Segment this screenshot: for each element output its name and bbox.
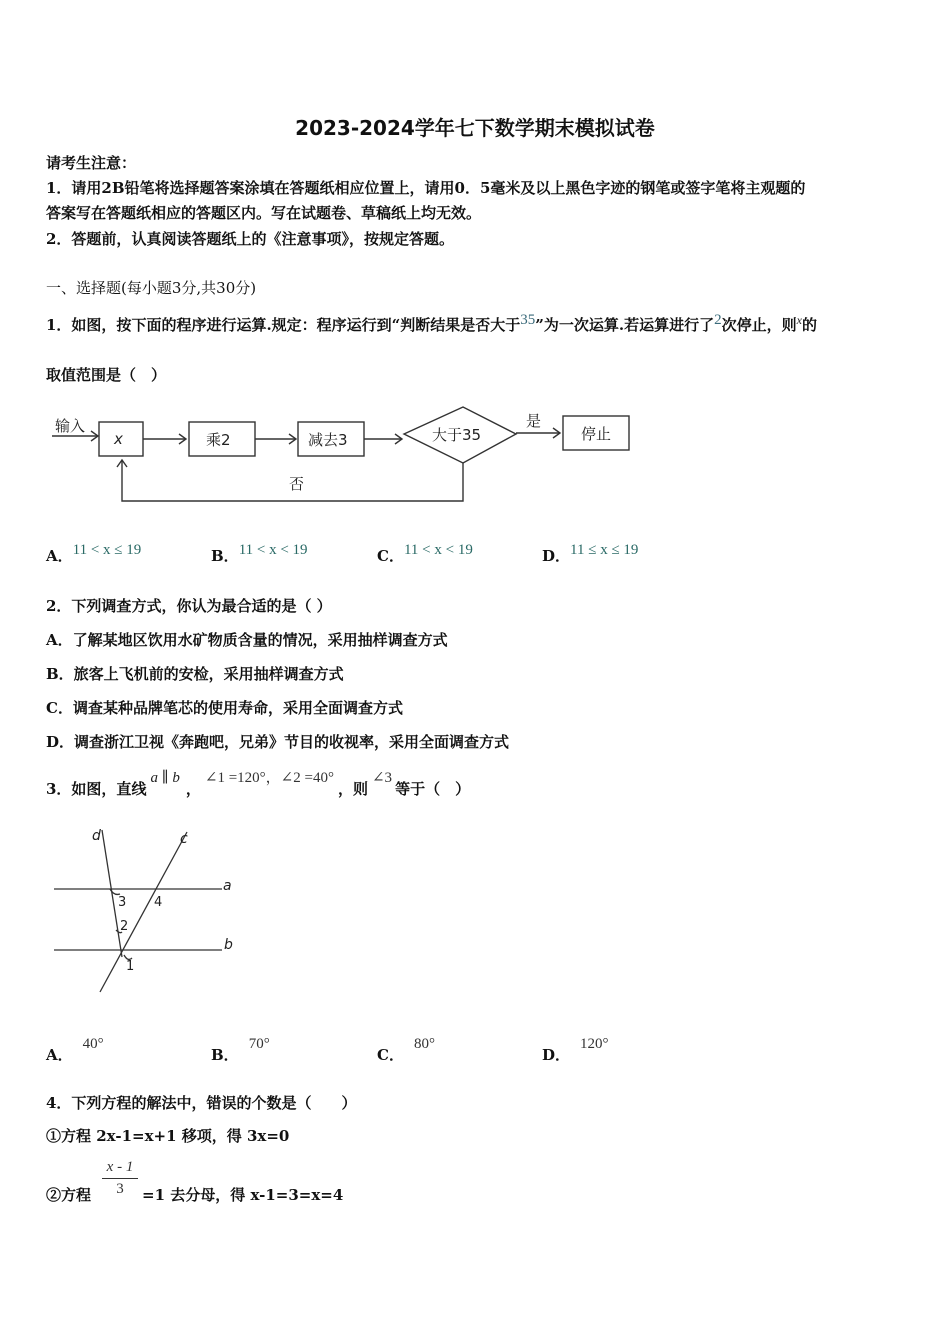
q2-option-a[interactable]: A．了解某地区饮用水矿物质含量的情况，采用抽样调查方式 <box>46 631 448 649</box>
q4-item-1: ①方程 2x-1=x+1 移项，得 3x=0 <box>46 1127 290 1145</box>
q1-option-c[interactable] <box>377 538 473 565</box>
q3-option-c[interactable] <box>377 1032 435 1064</box>
label-angle-4: 4 <box>154 895 163 910</box>
label-c: c <box>180 831 188 847</box>
q3-stem <box>46 770 471 799</box>
flow-input-label: 输入 <box>55 417 86 435</box>
flow-no-label: 否 <box>289 475 305 493</box>
q1-option-a[interactable] <box>46 538 142 565</box>
q4-fraction <box>102 1159 138 1198</box>
line-d <box>102 830 122 957</box>
q2-stem: 2．下列调查方式，你认为最合适的是（ ） <box>46 597 332 615</box>
option-value: 11 ≤ x ≤ 19 <box>570 542 639 558</box>
q1-option-d[interactable] <box>542 538 639 565</box>
option-label: D． <box>542 1046 571 1064</box>
flow-box-sub-label: 减去3 <box>308 431 348 449</box>
flow-stop-label: 停止 <box>581 425 612 443</box>
q3-text-1: 3．如图，直线 <box>46 780 147 798</box>
q1-text-2: ”为一次运算.若运算进行了 <box>535 316 715 334</box>
q3-text-3: 等于（ ） <box>395 780 471 798</box>
q3-angle-3: ∠3 <box>371 770 393 786</box>
q1-text-4: 的 <box>802 316 818 334</box>
q2-option-d[interactable]: D．调查浙江卫视《奔跑吧，兄弟》节目的收视率，采用全面调查方式 <box>46 733 510 751</box>
q4-item-2-prefix: ②方程 <box>46 1186 92 1204</box>
q3-option-a[interactable] <box>46 1032 104 1064</box>
q1-num-35: 35 <box>520 312 536 328</box>
q3-option-b[interactable] <box>211 1032 270 1064</box>
q4-stem: 4．下列方程的解法中，错误的个数是（ ） <box>46 1094 357 1112</box>
option-label: B． <box>211 547 239 565</box>
q1-num-2: 2 <box>714 312 722 328</box>
label-angle-1: 1 <box>126 959 135 974</box>
option-label: D． <box>542 547 571 565</box>
q2-option-b[interactable]: B．旅客上飞机前的安检，采用抽样调查方式 <box>46 665 344 683</box>
label-a: a <box>223 878 232 894</box>
label-angle-2: 2 <box>120 919 129 934</box>
option-value: 40° <box>82 1036 104 1052</box>
q2-option-c[interactable]: C．调查某种品牌笔芯的使用寿命，采用全面调查方式 <box>46 699 403 717</box>
option-label: C． <box>377 1046 404 1064</box>
q4-item-2-suffix: =1 去分母，得 x-1=3=x=4 <box>142 1186 344 1204</box>
flow-box-mul-label: 乘2 <box>206 431 231 449</box>
option-value: 11 < x < 19 <box>403 542 473 558</box>
q3-figure <box>46 822 246 997</box>
q1-flowchart <box>46 400 646 512</box>
q3-text-2: ，则 <box>337 780 368 798</box>
notice-heading: 请考生注意： <box>46 154 137 172</box>
q1-text-1: 1．如图，按下面的程序进行运算.规定：程序运行到“判断结果是否大于 <box>46 316 521 334</box>
label-angle-3: 3 <box>118 895 127 910</box>
label-b: b <box>224 937 233 953</box>
option-value: 11 < x ≤ 19 <box>72 542 142 558</box>
q3-comma: ， <box>185 780 201 798</box>
option-value: 70° <box>248 1036 270 1052</box>
q1-text-3: 次停止，则 <box>721 316 797 334</box>
section-heading: 一、选择题(每小题3分,共30分) <box>46 279 257 297</box>
page-title: 2023-2024学年七下数学期末模拟试卷 <box>295 116 655 140</box>
q1-stem <box>46 314 817 335</box>
option-value: 120° <box>580 1036 609 1052</box>
flow-yes-label: 是 <box>526 412 542 430</box>
option-label: A． <box>46 1046 73 1064</box>
option-value: 80° <box>413 1036 435 1052</box>
line-c <box>100 832 187 992</box>
notice-line-3: 2．答题前，认真阅读答题纸上的《注意事项》，按规定答题。 <box>46 230 454 248</box>
q3-angles: ∠1 =120°，∠2 =40° <box>204 770 334 786</box>
option-label: C． <box>377 547 404 565</box>
q1-var-x: x <box>796 313 802 327</box>
q3-parallel: a ∥ b <box>150 770 180 786</box>
label-d: d <box>92 828 101 844</box>
notice-line-2: 答案写在答题纸相应的答题区内。写在试题卷、草稿纸上均无效。 <box>46 204 482 222</box>
fraction-numerator: x - 1 <box>102 1159 138 1179</box>
flow-diamond-label: 大于35 <box>432 426 482 444</box>
notice-line-1: 1．请用2B铅笔将选择题答案涂填在答题纸相应位置上，请用0．5毫米及以上黑色字迹的钢笔或签字笔将主观题的 <box>46 179 806 197</box>
option-label: A． <box>46 547 73 565</box>
q1-option-b[interactable] <box>211 538 308 565</box>
q1-stem-line-2: 取值范围是（ ） <box>46 366 167 384</box>
q3-option-d[interactable] <box>542 1032 609 1064</box>
option-label: B． <box>211 1046 239 1064</box>
option-value: 11 < x < 19 <box>238 542 308 558</box>
flow-box-x-label: x <box>114 430 123 448</box>
fraction-denominator: 3 <box>116 1181 124 1197</box>
